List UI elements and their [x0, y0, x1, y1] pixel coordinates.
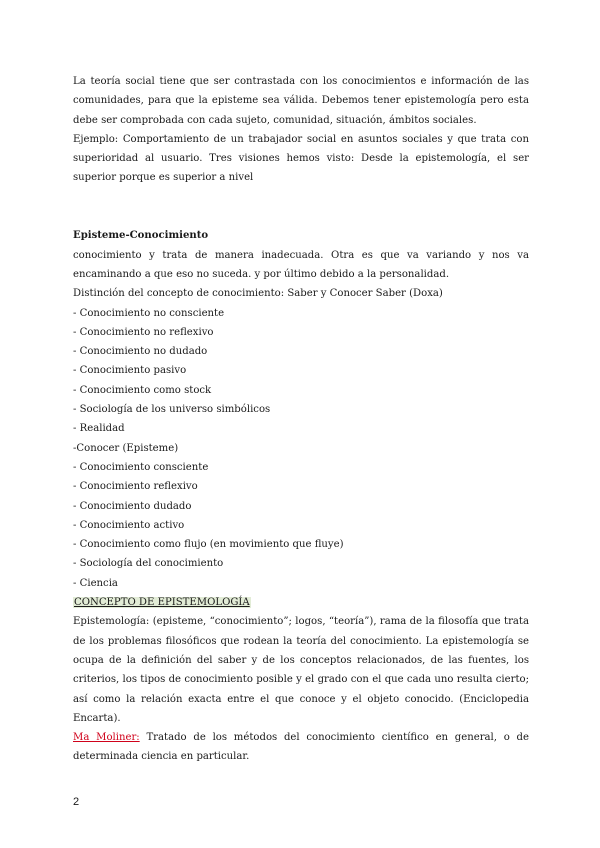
- section1-paragraph-1: conocimiento y trata de manera inadecuada. Otra es que va variando y nos va encaminando a que eso no suceda. y por último debido a la personalidad.: [73, 249, 529, 280]
- list-item: - Conocimiento consciente: [73, 461, 209, 473]
- list-item: - Realidad: [73, 423, 125, 435]
- list-item: - Sociología de los universo simbólicos: [73, 404, 271, 416]
- intro-paragraph-1: La teoría social tiene que ser contrastada con los conocimientos e información de las comunidades, para que la episteme sea válida. Debemos tener epistemología pero esta debe ser comprobada con cada sujeto, comunidad, situación, ámbitos sociales.: [73, 76, 529, 126]
- list-item: - Conocimiento pasivo: [73, 365, 187, 377]
- section1-paragraph-2: Distinción del concepto de conocimiento: Saber y Conocer Saber (Doxa): [73, 288, 443, 300]
- knowledge-list: [73, 304, 529, 593]
- page-body: [73, 72, 529, 767]
- moliner-paragraph: [73, 728, 529, 767]
- list-item: - Conocimiento como flujo (en movimiento que fluye): [73, 539, 344, 551]
- definition-paragraph: Epistemología: (episteme, “conocimiento”; logos, “teoría”), rama de la filosofía que trata de los problemas filosóficos que rodean la teoría del conocimiento. La epistemología se ocupa de la definición del saber y de los conceptos relacionados, de las fuentes, los criterios, los tipos de conocimiento posible y el grado con el que cada uno resulta cierto; así como la relación exacta entre el que conoce y el objeto conocido. (Enciclopedia Encarta).: [73, 616, 529, 724]
- list-item: - Sociología del conocimiento: [73, 558, 224, 570]
- page-number: 2: [73, 796, 80, 808]
- blank-line: [73, 188, 529, 207]
- list-item: - Conocimiento no reflexivo: [73, 326, 214, 338]
- list-item: - Conocimiento reflexivo: [73, 481, 198, 493]
- intro-paragraph-2: Ejemplo: Comportamiento de un trabajador social en asuntos sociales y que trata con superioridad al usuario. Tres visiones hemos visto: Desde la epistemología, el ser superior porque es superior a nivel: [73, 133, 529, 184]
- list-item: - Conocimiento como stock: [73, 384, 212, 396]
- list-item: -Conocer (Episteme): [73, 442, 179, 454]
- moliner-reference: Ma Moliner:: [73, 732, 140, 744]
- moliner-text: Tratado de los métodos del conocimiento científico en general, o de determinada ciencia en particular.: [73, 732, 529, 763]
- blank-line: [73, 207, 529, 226]
- list-item: - Ciencia: [73, 577, 118, 589]
- section-heading-epistemologia: CONCEPTO DE EPISTEMOLOGÍA: [74, 597, 250, 609]
- list-item: - Conocimiento activo: [73, 519, 185, 531]
- list-item: - Conocimiento no consciente: [73, 307, 225, 319]
- section-heading-episteme: Episteme-Conocimiento: [73, 230, 209, 242]
- list-item: - Conocimiento no dudado: [73, 346, 208, 358]
- list-item: - Conocimiento dudado: [73, 500, 192, 512]
